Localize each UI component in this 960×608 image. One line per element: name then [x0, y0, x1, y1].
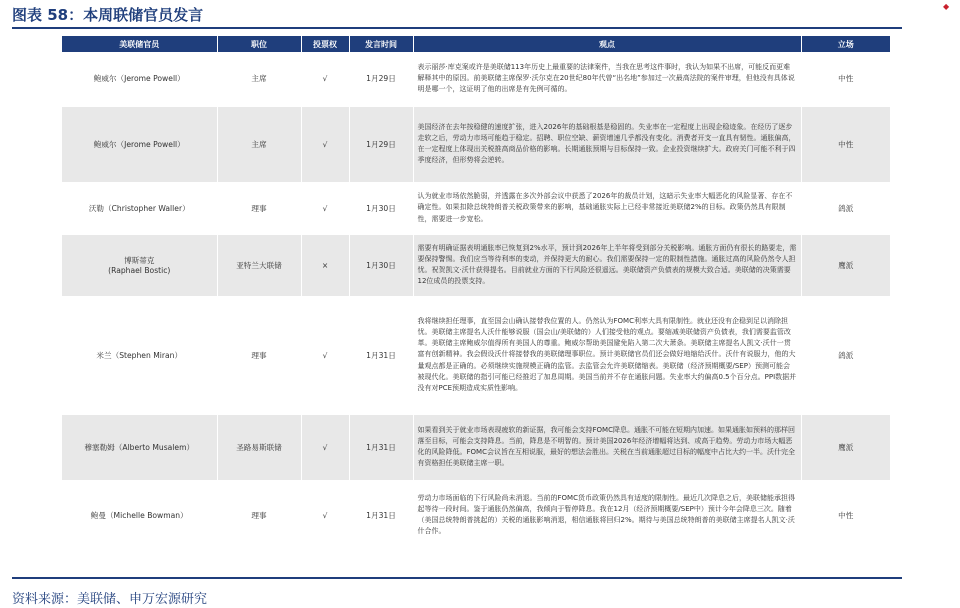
position-cell: 亚特兰大联储 [217, 234, 301, 296]
official-cell: 鲍威尔（Jerome Powell） [62, 106, 217, 182]
official-cell: 鲍威尔（Jerome Powell） [62, 52, 217, 106]
header-view: 观点 [413, 36, 801, 52]
official-cell: 沃勒（Christopher Waller） [62, 182, 217, 234]
header-stance: 立场 [801, 36, 890, 52]
view-cell: 劳动力市场面临的下行风险尚未消退。当前的FOMC货币政策仍然具有适度的限制性。最近几次降息之后，美联储能承担得起等待一段时间。鉴于通胀仍然偏高，我倾向于暂停降息。我在12月（经济预期概要/SEP中）预计今年会降息三次。随着（美国总统特朗普挑起的）关税的通胀影响消退，相信通胀将回归2%。期待与美国总统特朗普的美联储主席提名人凯文·沃什合作。 [413, 480, 801, 550]
view-cell: 需要有明确证据表明通胀率已恢复到2%水平，预计到2026年上半年将受到部分关税影响。通胀方面仍有很长的路要走，需要保持警惕。我们应当等待利率的变动，并保持更大的耐心。我们需要保持一定的限制性措施。通胀过高的风险仍然令人担忧。祝贺凯文·沃什获得提名。目前就业方面的下行风险还很遥远。美联储资产负债表的规模大致合适。美联储的决策需要12位成员的投票支持。 [413, 234, 801, 296]
position-cell: 主席 [217, 106, 301, 182]
view-cell: 如果看到关于就业市场表现疲软的新证据，我可能会支持FOMC降息。通胀不可能在短期内加速。如果通胀如预料的那样回落至目标，可能会支持降息。当前，降息是不明智的。预计美国2026年经济增幅将达到、或高于趋势。劳动力市场大幅恶化的风险降低。FOMC会议旨在互相说服，最好的想法会胜出。关税在当前通胀超过目标的幅度中占比大约一半。沃什完全有资格担任美联储主席一职。 [413, 414, 801, 480]
stance-cell: 中性 [801, 106, 890, 182]
position-cell: 理事 [217, 296, 301, 414]
source-note: 资料来源：美联储、申万宏源研究 [12, 592, 208, 607]
officials-table [62, 36, 890, 551]
table-row [62, 296, 890, 414]
figure-title: 图表 58：本周联储官员发言 [12, 6, 204, 24]
date-cell: 1月29日 [349, 52, 413, 106]
table-row [62, 234, 890, 296]
vote-cell: √ [301, 296, 349, 414]
position-cell: 理事 [217, 182, 301, 234]
header-vote: 投票权 [301, 36, 349, 52]
table-header-row [62, 36, 890, 52]
stance-cell: 鸽派 [801, 182, 890, 234]
vote-cell: √ [301, 106, 349, 182]
view-cell: 认为就业市场依然脆弱，并透露在多次外部会议中获悉了2026年的裁员计划，这暗示失业率大幅恶化的风险显著、存在不确定性。如果扣除总统特朗普关税政策带来的影响，基础通胀实际上已经非常接近美联储2%的目标。政策仍然具有限制性，需要进一步宽松。 [413, 182, 801, 234]
vote-cell: √ [301, 480, 349, 550]
officials-table-container [62, 36, 890, 551]
official-name-cn: 博斯蒂克 [124, 256, 155, 265]
stance-cell: 鹰派 [801, 234, 890, 296]
source-divider [12, 577, 902, 579]
vote-cell: √ [301, 414, 349, 480]
view-cell: 美国经济在去年按稳健的速度扩张，进入2026年的基础根基是稳固的。失业率在一定程度上出现企稳迹象。在经历了逐步走软之后，劳动力市场可能趋于稳定。招聘、职位空缺、薪资增速几乎都没有变化。消费者开支一直具有韧性。通胀偏高，在一定程度上体现出关税推高商品价格的影响。长期通胀预期与目标保持一致。企业投资继续扩大。政府关门可能不利于四季度经济，但形势将会逆转。 [413, 106, 801, 182]
stance-cell: 中性 [801, 52, 890, 106]
table-row [62, 480, 890, 550]
view-cell: 表示丽莎·库克案或许是美联储113年历史上最重要的法律案件，当我在思考这件事时，我认为如果不出席，可能反而更难解释其中的原因。前美联储主席保罗·沃尔克在20世纪80年代曾“出名地”参加过一次最高法院的案件审理，但他没有具体说明是哪一个，这证明了他的出席是有先例可循的。 [413, 52, 801, 106]
header-date: 发言时间 [349, 36, 413, 52]
stance-cell: 鹰派 [801, 414, 890, 480]
position-cell: 圣路易斯联储 [217, 414, 301, 480]
vote-cell: × [301, 234, 349, 296]
title-divider [12, 27, 902, 29]
stance-cell: 鸽派 [801, 296, 890, 414]
view-cell: 我将继续担任理事，直至国会山确认接替我位置的人。仍然认为FOMC利率大具有限制性。就业还没有企稳到足以消除担忧。美联储主席提名人沃什能够说服（国会山/美联储的）人们接受他的观点。要缩减美联储资产负债表，我们需要监管改革。美联储主席鲍威尔值得所有美国人的尊重。鲍威尔帮助美国避免陷入第二次大萧条。美联储主席提名人凯文·沃什一贯富有创新精神。我会假设沃什将接替我的美联储理事职位。预计美联储官员们还会做好地缩给沃什。沃什有说服力，他的大量观点都是正确的。必须继续实施规模正确的监管。去监管会允许美联储缩表。美联储（经济预期概要/SEP）预测可能会被现代化。美联储的指引可能已经推迟了加息周期。美国当前并不存在通胀问题。失业率大约偏高0.5个百分点。PPI数据并没有对PCE预期造成实质性影响。 [413, 296, 801, 414]
date-cell: 1月29日 [349, 106, 413, 182]
official-cell: 米兰（Stephen Miran） [62, 296, 217, 414]
table-row [62, 414, 890, 480]
date-cell: 1月30日 [349, 182, 413, 234]
table-row [62, 182, 890, 234]
table-row [62, 106, 890, 182]
header-official: 美联储官员 [62, 36, 217, 52]
date-cell: 1月31日 [349, 414, 413, 480]
header-position: 职位 [217, 36, 301, 52]
date-cell: 1月30日 [349, 234, 413, 296]
corner-mark-icon: ◆ [943, 2, 950, 11]
date-cell: 1月31日 [349, 296, 413, 414]
official-cell [62, 234, 217, 296]
vote-cell: √ [301, 182, 349, 234]
official-cell: 穆塞勒姆（Alberto Musalem） [62, 414, 217, 480]
vote-cell: √ [301, 52, 349, 106]
stance-cell: 中性 [801, 480, 890, 550]
official-cell: 鲍曼（Michelle Bowman） [62, 480, 217, 550]
date-cell: 1月31日 [349, 480, 413, 550]
position-cell: 理事 [217, 480, 301, 550]
position-cell: 主席 [217, 52, 301, 106]
table-row [62, 52, 890, 106]
official-name-en: (Raphael Bostic) [108, 266, 171, 275]
